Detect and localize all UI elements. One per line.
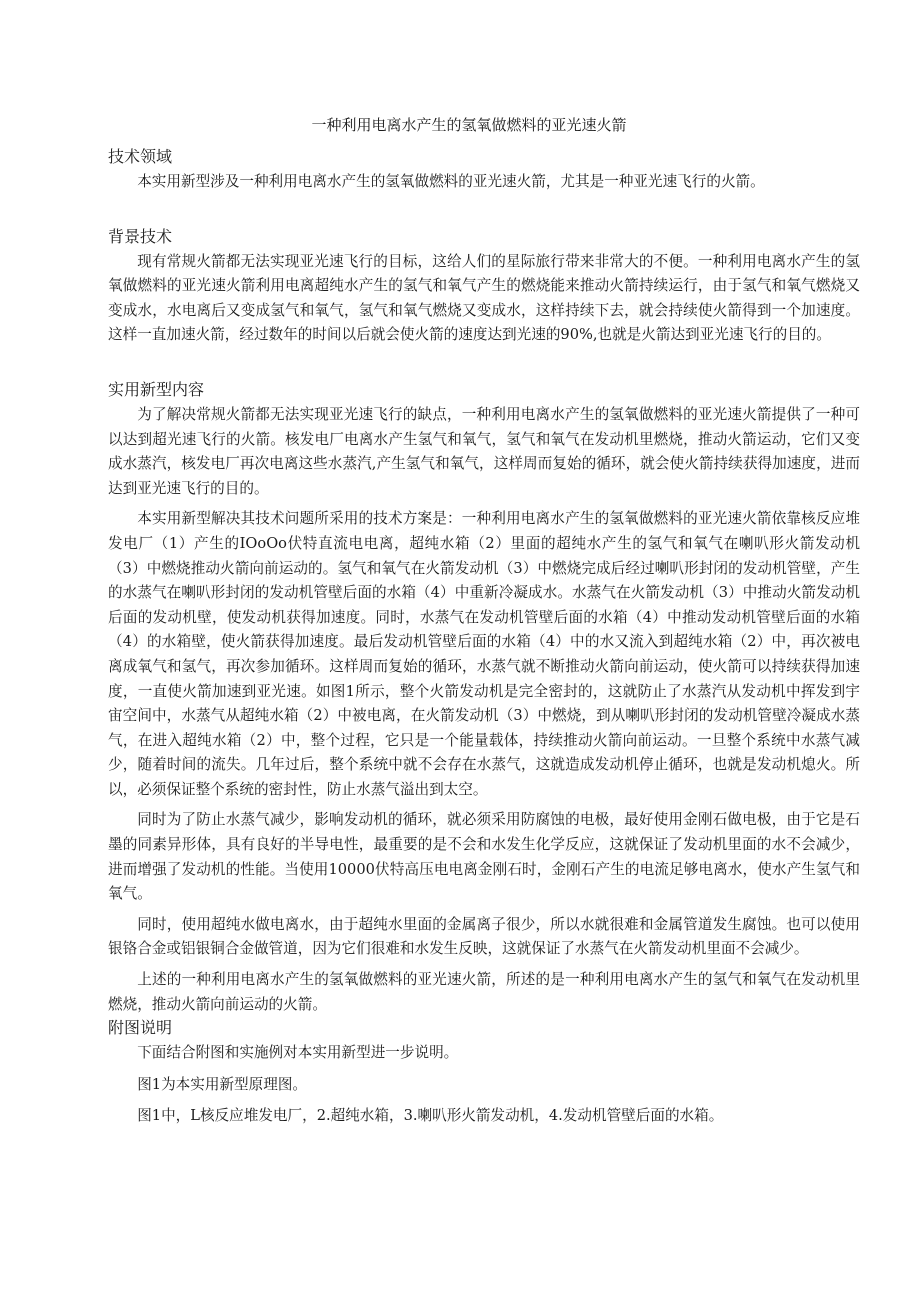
section-heading: 背景技术 — [108, 226, 173, 246]
document-title: 一种利用电离水产生的氢氧做燃料的亚光速火箭 — [311, 116, 627, 134]
section-technical-field — [108, 146, 860, 195]
paragraph: 上述的一种利用电离水产生的氢氧做燃料的亚光速火箭，所述的是一种利用电离水产生的氢气和氧气在发动机里燃烧，推动火箭向前运动的火箭。 — [108, 971, 860, 1013]
document-body — [108, 146, 860, 1129]
section-content — [108, 379, 860, 1017]
paragraph: 本实用新型涉及一种利用电离水产生的氢氧做燃料的亚光速火箭，尤其是一种亚光速飞行的火箭。 — [137, 173, 765, 190]
section-heading: 技术领域 — [108, 147, 173, 166]
paragraph: 现有常规火箭都无法实现亚光速飞行的目标，这给人们的星际旅行带来非常大的不便。一种利用电离水产生的氢氧做燃料的亚光速火箭利用电离超纯水产生的氢气和氧气产生的燃烧能来推动火箭持续运行，由于氢气和氧气燃烧又变成水，水电离后又变成氢气和氧气，氢气和氧气燃烧又变成水，这样持续下去，就会持续使火箭得到一个加速度。这样一直加速火箭，经过数年的时间以后就会使火箭的速度达到光速的90%,也就是火箭达到亚光速飞行的目的。 — [108, 252, 860, 344]
section-background — [108, 226, 860, 348]
section-heading: 实用新型内容 — [108, 379, 205, 399]
section-figure-description — [108, 1017, 860, 1129]
paragraph: 本实用新型解决其技术问题所采用的技术方案是：一种利用电离水产生的氢氧做燃料的亚光速火箭依靠核反应堆发电厂（1）产生的IOoOo伏特直流电电离，超纯水箱（2）里面的超纯水产生的氢气和氧气在喇叭形火箭发动机（3）中燃烧推动火箭向前运动的。氢气和氧气在火箭发动机（3）中燃烧完成后经过喇叭形封闭的发动机管壁，产生的水蒸气在喇叭形封闭的发动机管壁后面的水箱（4）中重新冷凝成水。水蒸气在火箭发动机（3）中推动火箭发动机后面的发动机壁，使发动机获得加速度。同时，水蒸气在发动机管壁后面的水箱（4）中推动发动机管壁后面的水箱（4）的水箱壁，使火箭获得加速度。最后发动机管壁后面的水箱（4）中的水又流入到超纯水箱（2）中，再次被电离成氧气和氢气，再次参加循环。这样周而复始的循环，水蒸气就不断推动火箭向前运动，使火箭可以持续获得加速度，一直使火箭加速到亚光速。如图1所示，整个火箭发动机是完全密封的，这就防止了水蒸汽从发动机中挥发到宇宙空间中，水蒸气从超纯水箱（2）中被电离，在火箭发动机（3）中燃烧，到从喇叭形封闭的发动机管壁冷凝成水蒸气，在进入超纯水箱（2）中，整个过程，它只是一个能量载体，持续推动火箭向前运动。一旦整个系统中水蒸气减少，随着时间的流失。几年过后，整个系统中就不会存在水蒸气，这就造成发动机停止循环，也就是发动机熄火。所以，必须保证整个系统的密封性，防止水蒸气溢出到太空。 — [108, 510, 860, 798]
paragraph: 同时，使用超纯水做电离水，由于超纯水里面的金属离子很少，所以水就很难和金属管道发生腐蚀。也可以使用银铬合金或铝银铜合金做管道，因为它们很难和水发生反映，这就保证了水蒸气在火箭发动机里面不会减少。 — [108, 915, 860, 958]
paragraph: 同时为了防止水蒸气减少，影响发动机的循环，就必须采用防腐蚀的电极，最好使用金刚石做电极，由于它是石墨的同素异形体，具有良好的半导电性，最重要的是不会和水发生化学反应，这就保证了发动机里面的水不会减少，进而增强了发动机的性能。当使用10000伏特高压电电离金刚石时，金刚石产生的电流足够电离水，使水产生氢气和氧气。 — [108, 811, 860, 903]
paragraph: 图1中，L核反应堆发电厂，2.超纯水箱，3.喇叭形火箭发动机，4.发动机管壁后面的水箱。 — [137, 1107, 724, 1125]
paragraph: 为了解决常规火箭都无法实现亚光速飞行的缺点，一种利用电离水产生的氢氧做燃料的亚光速火箭提供了一种可以达到超光速飞行的火箭。核发电厂电离水产生氢气和氧气，氢气和氧气在发动机里燃烧，推动火箭运动，它们又变成水蒸汽，核发电厂再次电离这些水蒸汽,产生氢气和氧气，这样周而复始的循环，就会使火箭持续获得加速度，进而达到亚光速飞行的目的。 — [108, 405, 860, 497]
paragraph: 图1为本实用新型原理图。 — [137, 1075, 308, 1093]
section-heading: 附图说明 — [108, 1018, 173, 1038]
paragraph: 下面结合附图和实施例对本实用新型进一步说明。 — [137, 1044, 459, 1062]
